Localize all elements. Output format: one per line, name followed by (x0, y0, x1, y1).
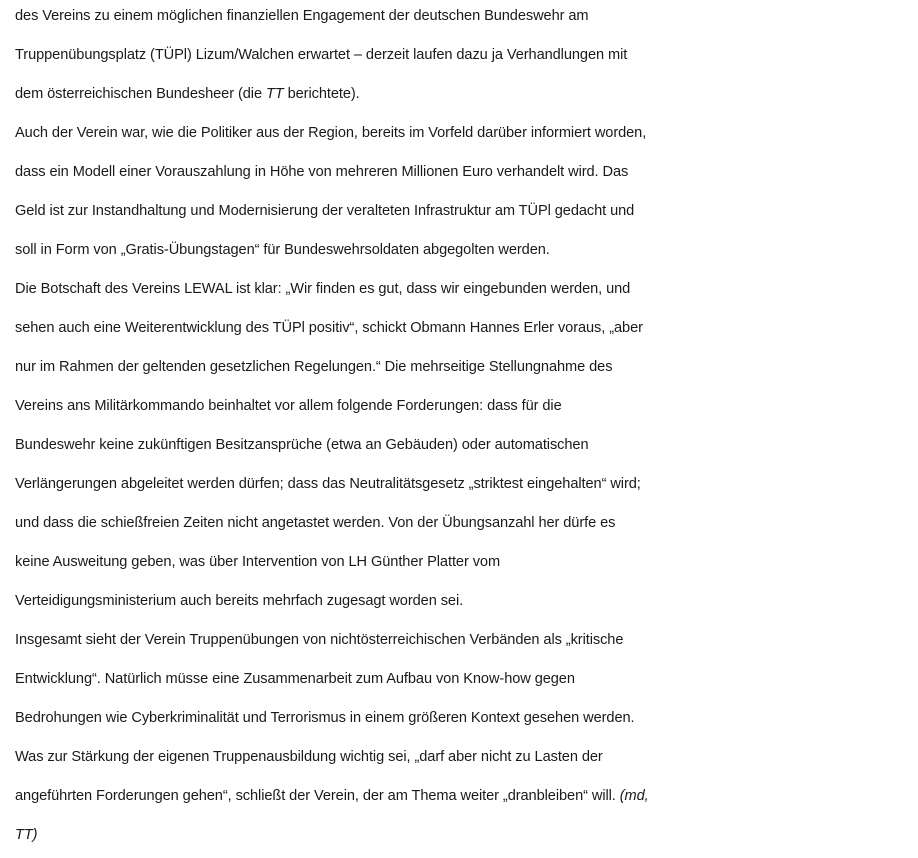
text-line: Bundeswehr keine zukünftigen Besitzansprüche (etwa an Gebäuden) oder automatischen (15, 437, 589, 453)
text-line: Die Botschaft des Vereins LEWAL ist klar: „Wir finden es gut, dass wir eingebunden werden, und (15, 281, 631, 297)
author-credit: TT) (15, 827, 38, 843)
text-segment: berichtete). (283, 86, 360, 102)
text-line: Auch der Verein war, wie die Politiker aus der Region, bereits im Vorfeld darüber informiert worden, (15, 125, 647, 141)
text-line: Geld ist zur Instandhaltung und Modernisierung der veralteten Infrastruktur am TÜPl gedacht und (15, 203, 635, 219)
text-line (15, 777, 918, 816)
text-line: dass ein Modell einer Vorauszahlung in Höhe von mehreren Millionen Euro verhandelt wird. Das (15, 164, 629, 180)
paragraph-4 (15, 621, 918, 855)
author-credit: (md, (619, 788, 649, 804)
publication-abbreviation: TT (265, 86, 284, 102)
text-line: Insgesamt sieht der Verein Truppenübungen von nichtösterreichischen Verbänden als „kritische (15, 632, 624, 648)
paragraph-2 (15, 114, 918, 270)
text-line: Was zur Stärkung der eigenen Truppenausbildung wichtig sei, „darf aber nicht zu Lasten der (15, 749, 603, 765)
text-line (15, 75, 918, 114)
text-segment: dem österreichischen Bundesheer (die (15, 86, 266, 102)
text-line: des Vereins zu einem möglichen finanziellen Engagement der deutschen Bundeswehr am (15, 8, 589, 24)
text-line: Bedrohungen wie Cyberkriminalität und Terrorismus in einem größeren Kontext gesehen werden. (15, 710, 635, 726)
text-line (15, 816, 918, 855)
text-line: soll in Form von „Gratis-Übungstagen“ für Bundeswehrsoldaten abgegolten werden. (15, 242, 550, 258)
text-line: Verlängerungen abgeleitet werden dürfen; dass das Neutralitätsgesetz „striktest eingehalten“ wird; (15, 476, 641, 492)
text-line: Verteidigungsministerium auch bereits mehrfach zugesagt worden sei. (15, 593, 464, 609)
text-line: Truppenübungsplatz (TÜPl) Lizum/Walchen erwartet – derzeit laufen dazu ja Verhandlungen mit (15, 47, 628, 63)
paragraph-3 (15, 270, 918, 621)
paragraph-1 (15, 0, 918, 114)
text-segment: angeführten Forderungen gehen“, schließt der Verein, der am Thema weiter „dranbleiben“ will. (15, 788, 620, 804)
text-line: nur im Rahmen der geltenden gesetzlichen Regelungen.“ Die mehrseitige Stellungnahme des (15, 359, 613, 375)
text-line: keine Ausweitung geben, was über Intervention von LH Günther Platter vom (15, 554, 501, 570)
text-line: sehen auch eine Weiterentwicklung des TÜPl positiv“, schickt Obmann Hannes Erler voraus, „aber (15, 320, 643, 336)
text-line: Vereins ans Militärkommando beinhaltet vor allem folgende Forderungen: dass für die (15, 398, 562, 414)
text-line: und dass die schießfreien Zeiten nicht angetastet werden. Von der Übungsanzahl her dürfe es (15, 515, 616, 531)
text-line: Entwicklung“. Natürlich müsse eine Zusammenarbeit zum Aufbau von Know-how gegen (15, 671, 575, 687)
